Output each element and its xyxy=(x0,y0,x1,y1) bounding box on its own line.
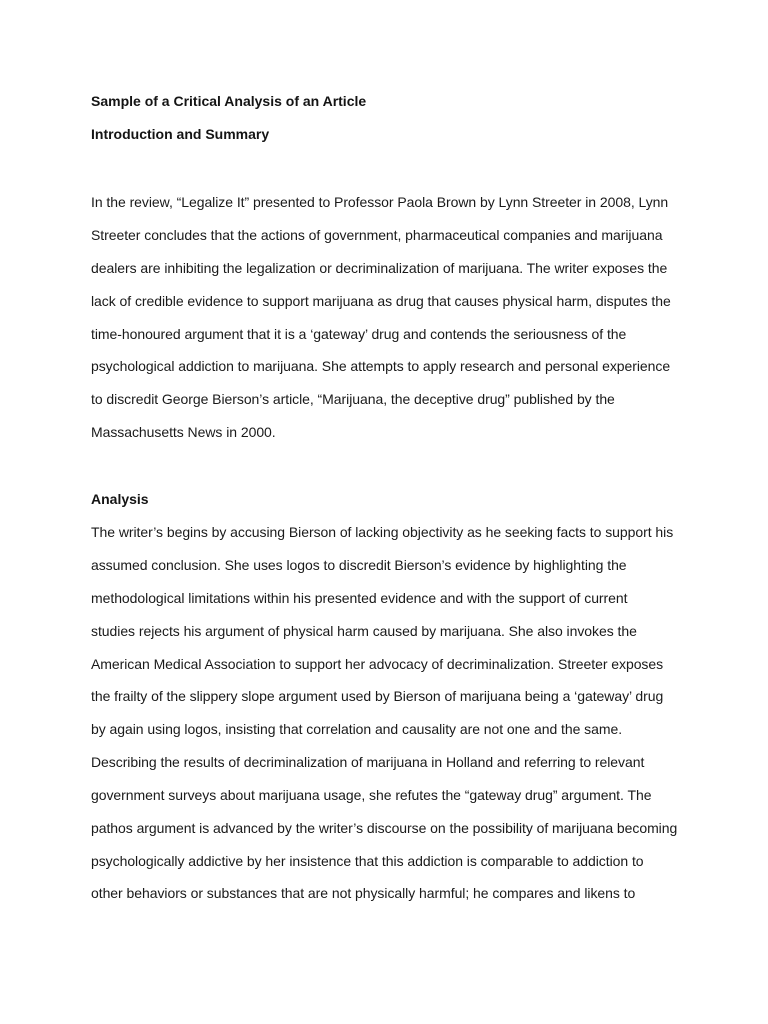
paragraph-line: Describing the results of decriminalization of marijuana in Holland and referring to relevant xyxy=(91,754,645,770)
paragraph-line: assumed conclusion. She uses logos to discredit Bierson’s evidence by highlighting the xyxy=(91,557,627,573)
paragraph-line: pathos argument is advanced by the writer’s discourse on the possibility of marijuana becoming xyxy=(91,820,678,836)
paragraph-line: The writer’s begins by accusing Bierson of lacking objectivity as he seeking facts to support his xyxy=(91,524,674,540)
paragraph-line: Streeter concludes that the actions of government, pharmaceutical companies and marijuana xyxy=(91,227,663,243)
paragraph-line: Massachusetts News in 2000. xyxy=(91,424,276,440)
section-heading-introduction: Introduction and Summary xyxy=(91,126,270,142)
paragraph-line: to discredit George Bierson’s article, “Marijuana, the deceptive drug” published by the xyxy=(91,391,615,407)
paragraph-line: the frailty of the slippery slope argument used by Bierson of marijuana being a ‘gateway’ drug xyxy=(91,688,664,704)
paragraph-line: lack of credible evidence to support marijuana as drug that causes physical harm, disputes the xyxy=(91,293,671,309)
paragraph-line: other behaviors or substances that are not physically harmful; he compares and likens to xyxy=(91,885,636,901)
document-title: Sample of a Critical Analysis of an Article xyxy=(91,93,367,109)
paragraph-line: by again using logos, insisting that correlation and causality are not one and the same. xyxy=(91,721,623,737)
paragraph-line: time-honoured argument that it is a ‘gateway’ drug and contends the seriousness of the xyxy=(91,326,627,342)
paragraph-line: American Medical Association to support her advocacy of decriminalization. Streeter exposes xyxy=(91,656,664,672)
paragraph-line: government surveys about marijuana usage, she refutes the “gateway drug” argument. The xyxy=(91,787,652,803)
paragraph-line: In the review, “Legalize It” presented to Professor Paola Brown by Lynn Streeter in 2008, Lynn xyxy=(91,194,669,210)
paragraph-line: dealers are inhibiting the legalization or decriminalization of marijuana. The writer exposes the xyxy=(91,260,668,276)
paragraph-line: studies rejects his argument of physical harm caused by marijuana. She also invokes the xyxy=(91,623,637,639)
paragraph-line: methodological limitations within his presented evidence and with the support of current xyxy=(91,590,628,606)
paragraph-line: psychologically addictive by her insistence that this addiction is comparable to addiction to xyxy=(91,853,644,869)
paragraph-line: psychological addiction to marijuana. She attempts to apply research and personal experience xyxy=(91,358,671,374)
section-heading-analysis: Analysis xyxy=(91,491,149,507)
